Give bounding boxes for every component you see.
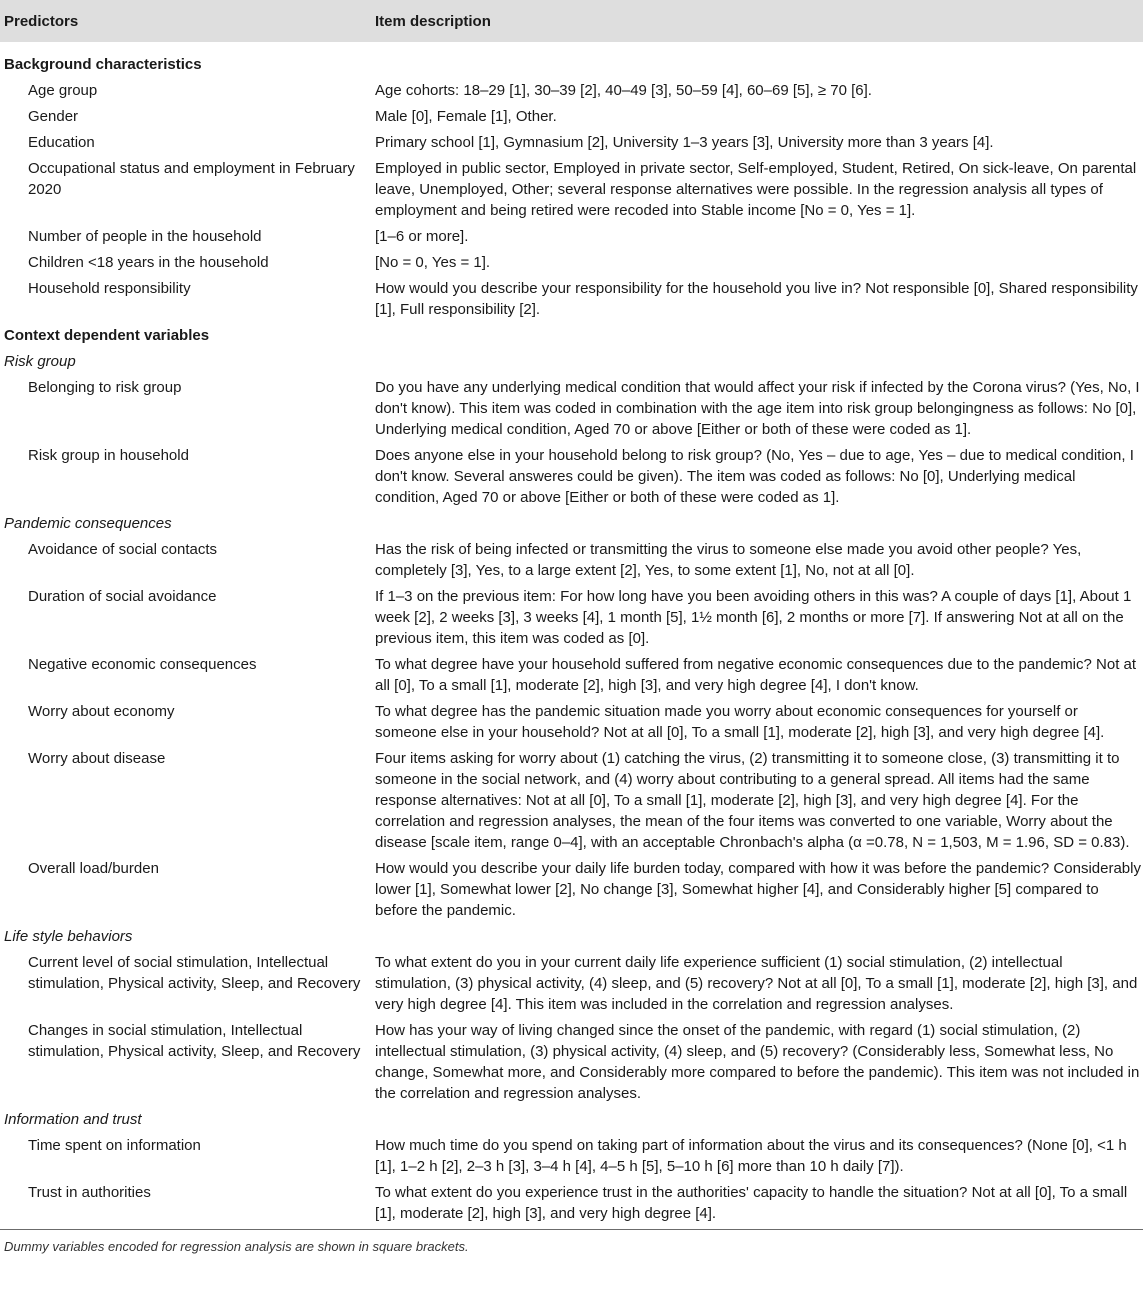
table-row — [0, 858, 1143, 926]
table-row — [0, 132, 1143, 158]
description-cell: Male [0], Female [1], Other. — [375, 108, 557, 125]
table-row — [0, 278, 1143, 325]
predictor-cell: Duration of social avoidance — [28, 588, 217, 605]
table-row — [0, 1135, 1143, 1182]
description-cell: Four items asking for worry about (1) catching the virus, (2) transmitting it to someone close, (3) transmitting it to someone in the social network, and (4) worry about contributing to a general spread. All items had the same response alternatives: Not at all [0], To a small [1], moderate [2], high [3], and very high degree [4]. For the correlation and regression analyses, the mean of the four items was converted to one variable, Worry about the disease [scale item, range 0–4], with an acceptable Chronbach's alpha (α =0.78, N = 1,503, M = 1.96, SD = 0.83). — [375, 750, 1130, 851]
description-cell: How has your way of living changed since the onset of the pandemic, with regard (1) social stimulation, (2) intellectual stimulation, (3) physical activity, (4) sleep, and (5) recovery? (Considerably less, Somewhat less, No change, Somewhat more, and Considerably more compared to before the pandemic). This item was not included in the correlation and regression analyses. — [375, 1022, 1140, 1102]
description-cell: Does anyone else in your household belong to risk group? (No, Yes – due to age, Yes – due to medical condition, I don't know. Several answeres could be given). The item was coded as follows: No [0], Underlying medical condition, Aged 70 or above [Either or both of these were coded as 1]. — [375, 447, 1134, 506]
predictor-cell: Belonging to risk group — [28, 379, 182, 396]
section-title: Background characteristics — [4, 56, 202, 73]
description-cell: To what extent do you experience trust in the authorities' capacity to handle the situation? Not at all [0], To a small [1], moderate [2], high [3], and very high degree [4]. — [375, 1184, 1128, 1222]
table-row — [0, 952, 1143, 1020]
table-row — [0, 701, 1143, 748]
description-cell: How would you describe your responsibility for the household you live in? Not responsible [0], Shared responsibility [1], Full responsibility [2]. — [375, 280, 1138, 318]
description-cell: Has the risk of being infected or transmitting the virus to someone else made you avoid other people? Yes, completely [3], Yes, to a large extent [2], Yes, to some extent [1], No, not at all [0]. — [375, 541, 1082, 579]
predictor-cell: Age group — [28, 82, 98, 99]
predictor-cell: Risk group in household — [28, 447, 189, 464]
table-row — [0, 748, 1143, 858]
table-row — [0, 252, 1143, 278]
description-cell: If 1–3 on the previous item: For how long have you been avoiding others in this was? A couple of days [1], About 1 week [2], 2 weeks [3], 3 weeks [4], 1 month [5], 1½ month [6], 2 months or more [7]. If answering Not at all on the previous item, this item was coded as [0]. — [375, 588, 1132, 647]
predictor-cell: Education — [28, 134, 95, 151]
predictor-cell: Worry about disease — [28, 750, 166, 767]
description-cell: To what extent do you in your current daily life experience sufficient (1) social stimulation, (2) intellectual stimulation, (3) physical activity, (4) sleep, and (5) recovery? Not at all [0], To a small [1], moderate [2], high [3], and very high degree [4]. This item was included in the correlation and regression analyses. — [375, 954, 1138, 1013]
table-row — [0, 226, 1143, 252]
predictor-cell: Negative economic consequences — [28, 656, 257, 673]
predictor-cell: Avoidance of social contacts — [28, 541, 218, 558]
table-footnote: Dummy variables encoded for regression analysis are shown in square brackets. — [4, 1239, 469, 1254]
table-row — [0, 377, 1143, 445]
description-cell: How much time do you spend on taking part of information about the virus and its consequences? (None [0], <1 h [1], 1–2 h [2], 2–3 h [3], 3–4 h [4], 4–5 h [5], 5–10 h [6] more than 10 h daily [7]). — [375, 1137, 1127, 1175]
header-item-description: Item description — [375, 12, 491, 30]
predictor-cell: Household responsibility — [28, 280, 191, 297]
predictor-cell: Trust in authorities — [28, 1184, 151, 1201]
description-cell: Age cohorts: 18–29 [1], 30–39 [2], 40–49 [3], 50–59 [4], 60–69 [5], ≥ 70 [6]. — [375, 82, 872, 99]
predictor-cell: Children <18 years in the household — [28, 254, 269, 271]
subsection-title: Pandemic consequences — [4, 515, 172, 532]
predictor-cell: Number of people in the household — [28, 228, 262, 245]
predictor-cell: Worry about economy — [28, 703, 175, 720]
description-cell: To what degree has the pandemic situation made you worry about economic consequences for yourself or someone else in your household? Not at all [0], To a small [1], moderate [2], high [3], and very high degree [4]. — [375, 703, 1105, 741]
table-row — [0, 539, 1143, 586]
description-cell: Primary school [1], Gymnasium [2], University 1–3 years [3], University more than 3 years [4]. — [375, 134, 994, 151]
table-body — [0, 42, 1143, 1229]
table-row — [0, 1020, 1143, 1109]
description-cell: Do you have any underlying medical condition that would affect your risk if infected by the Corona virus? (Yes, No, I don't know). This item was coded in combination with the age item into risk group belongingness as follows: No [0], Underlying medical condition, Aged 70 or above [Either or both of these were coded as 1]. — [375, 379, 1140, 438]
subsection-title: Life style behaviors — [4, 928, 133, 945]
predictor-cell: Current level of social stimulation, Intellectual stimulation, Physical activity, Sleep, and Recovery — [28, 954, 361, 992]
predictor-cell: Gender — [28, 108, 79, 125]
description-cell: [No = 0, Yes = 1]. — [375, 254, 491, 271]
description-cell: To what degree have your household suffered from negative economic consequences due to the pandemic? Not at all [0], To a small [1], moderate [2], high [3], and very high degree [4], I don't know. — [375, 656, 1137, 694]
table-row — [0, 80, 1143, 106]
description-cell: Employed in public sector, Employed in private sector, Self-employed, Student, Retired, On sick-leave, On parental leave, Unemployed, Other; several response alternatives were possible. In the regression analysis all types of employment and being retired were recoded into Stable income [No = 0, Yes = 1]. — [375, 160, 1137, 219]
header-predictors: Predictors — [4, 12, 79, 30]
predictor-cell: Time spent on information — [28, 1137, 201, 1154]
description-cell: How would you describe your daily life burden today, compared with how it was before the pandemic? Considerably lower [1], Somewhat lower [2], No change [3], Somewhat higher [4], and Considerably higher [5] compared to before the pandemic. — [375, 860, 1141, 919]
table-row — [0, 158, 1143, 226]
table-row — [0, 106, 1143, 132]
table-row — [0, 445, 1143, 513]
description-cell: [1–6 or more]. — [375, 228, 469, 245]
section-title: Context dependent variables — [4, 327, 210, 344]
table-row — [0, 654, 1143, 701]
predictor-cell: Occupational status and employment in February 2020 — [28, 160, 355, 198]
predictor-cell: Overall load/burden — [28, 860, 159, 877]
table-row — [0, 1182, 1143, 1229]
table-header — [0, 0, 1143, 42]
subsection-title: Risk group — [4, 353, 76, 370]
table-row — [0, 586, 1143, 654]
subsection-title: Information and trust — [4, 1111, 142, 1128]
predictor-cell: Changes in social stimulation, Intellectual stimulation, Physical activity, Sleep, and Recovery — [28, 1022, 361, 1060]
